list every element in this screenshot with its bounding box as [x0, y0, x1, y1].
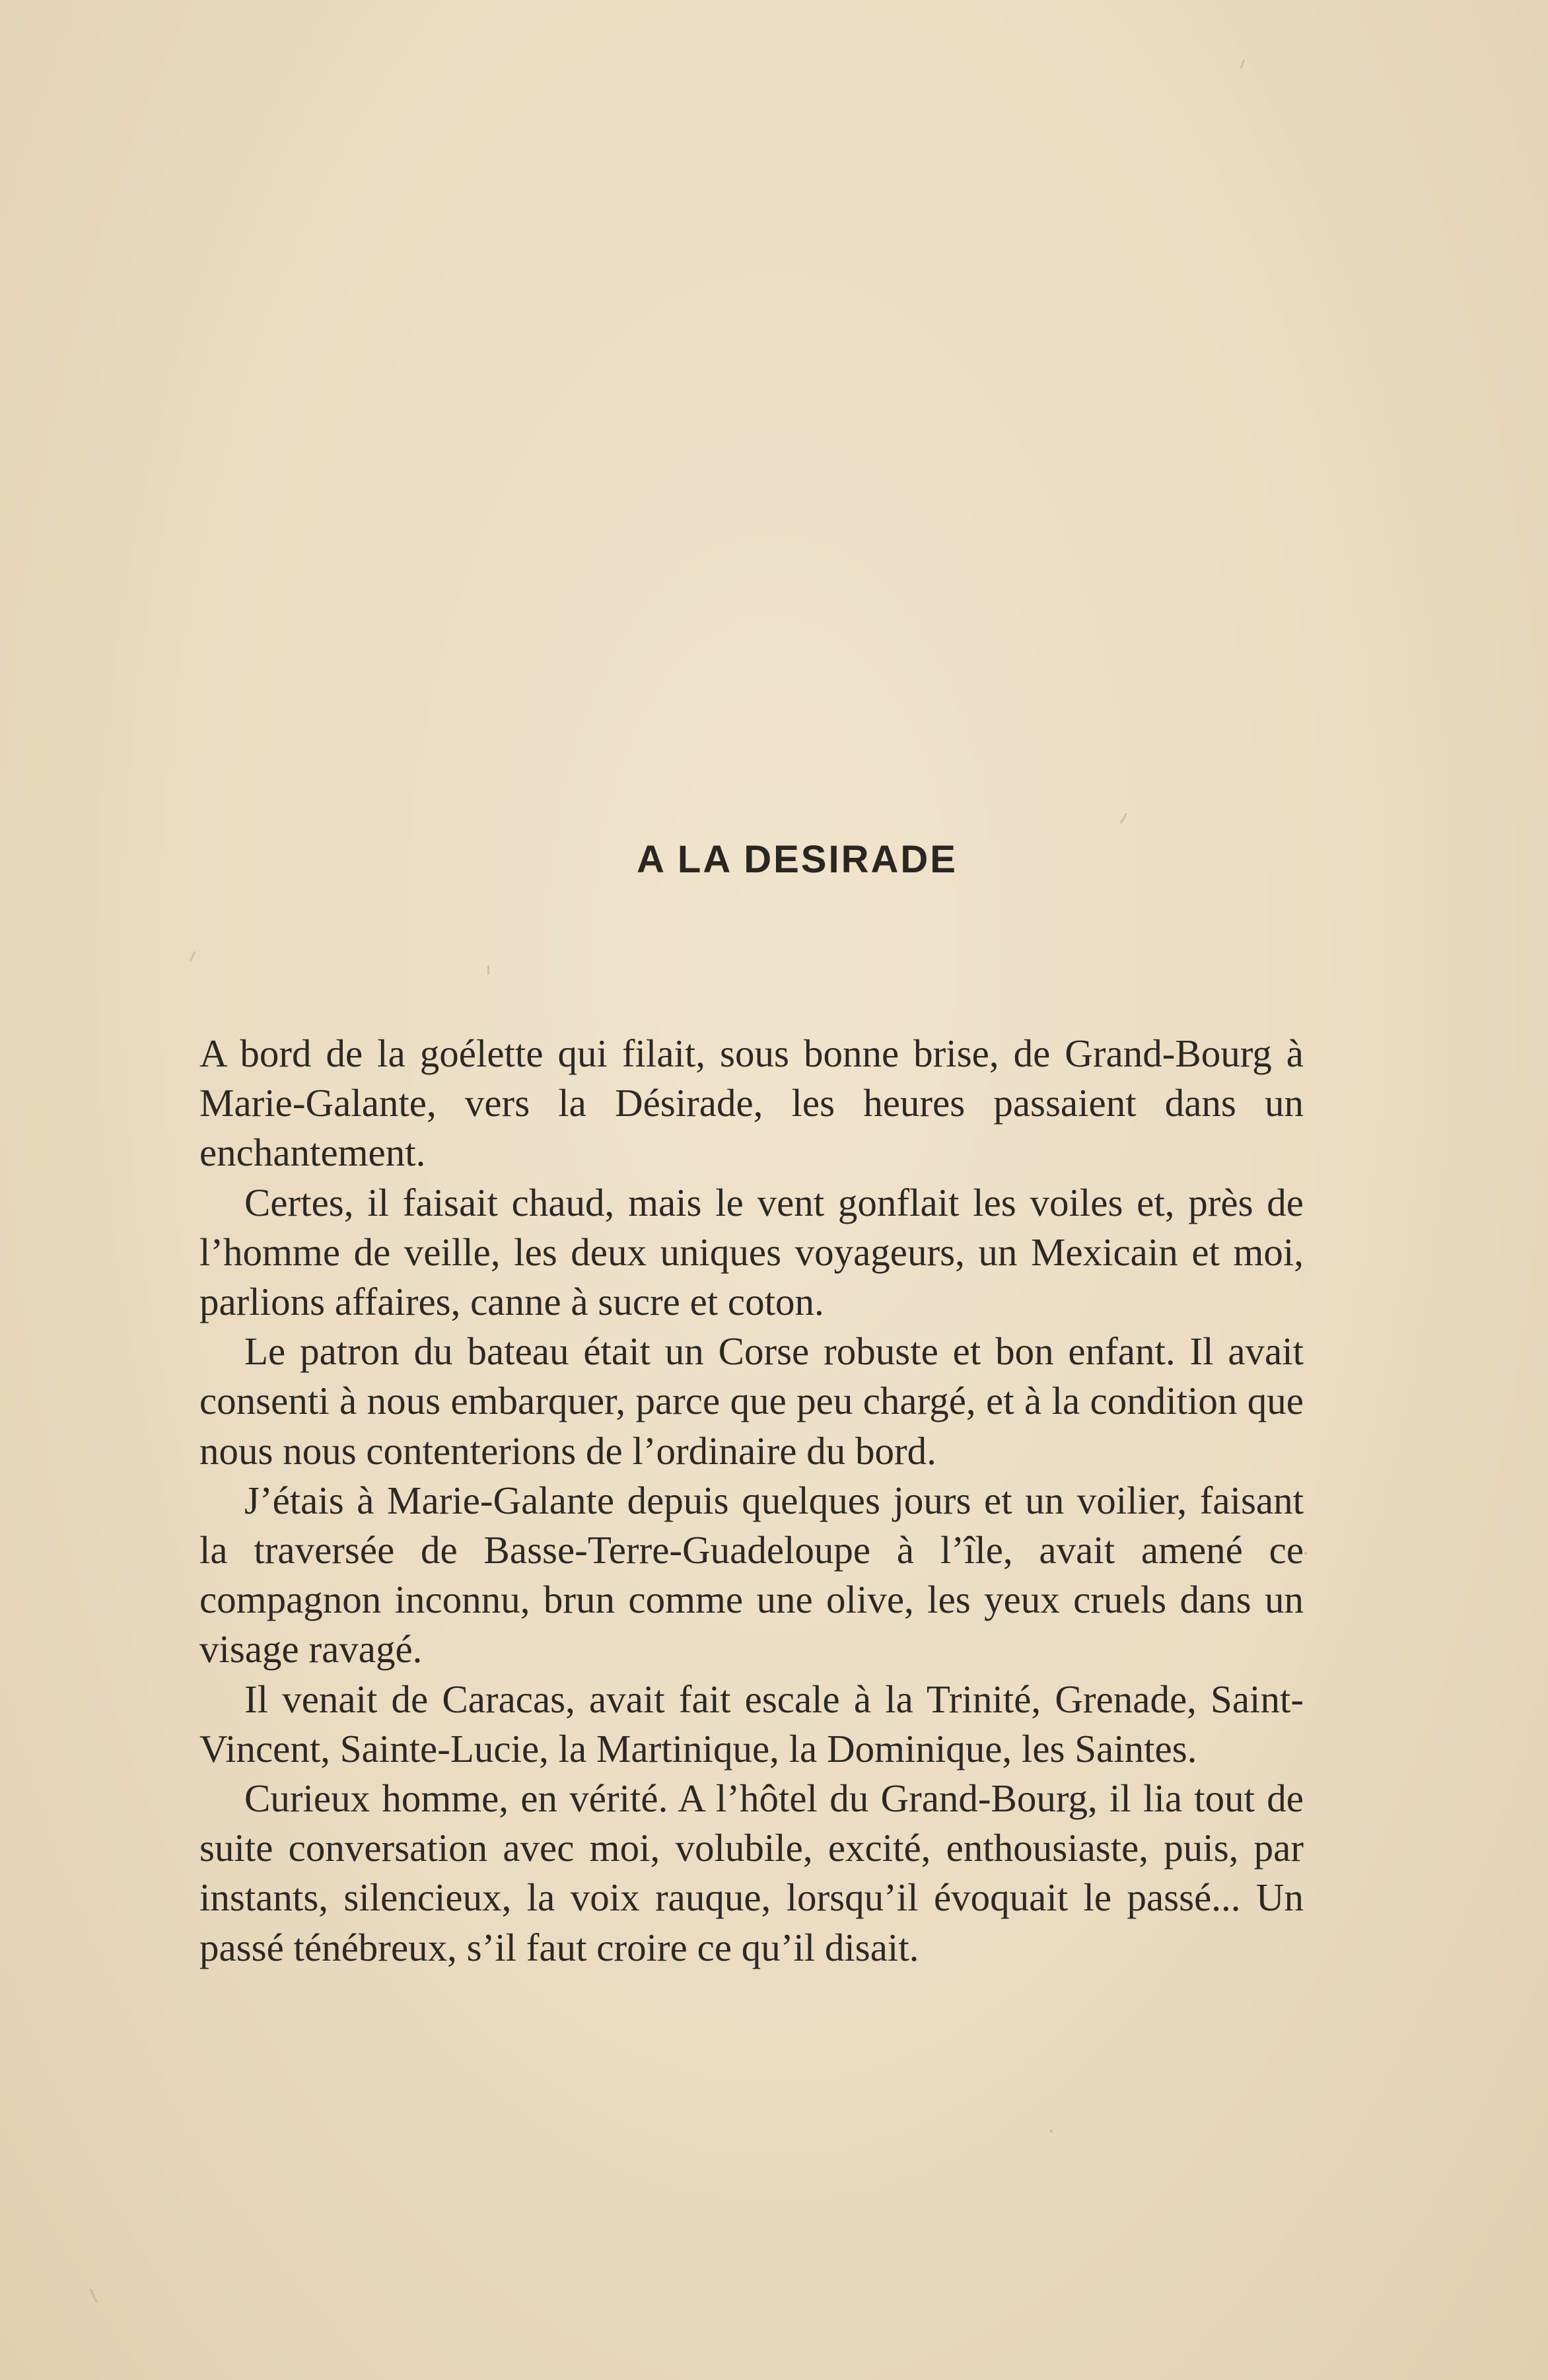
paper-speck: [1304, 1552, 1307, 1555]
paper-speck: [190, 951, 195, 962]
paragraph: J’étais à Marie-Galante depuis quelques jours et un voilier, faisant la traversée de Basse-Terre-Guadeloupe à l’île, avait amené ce compagnon inconnu, brun comme une olive, les yeux cruels dans un visage ravagé.: [199, 1478, 1304, 1671]
paper-speck: [1120, 812, 1128, 823]
chapter-title: A LA DESIRADE: [637, 838, 958, 881]
paper-speck: [1050, 2130, 1053, 2132]
paper-speck: [89, 2288, 97, 2302]
paragraph: Curieux homme, en vérité. A l’hôtel du Grand-Bourg, il lia tout de suite conversation avec moi, volubile, excité, enthousiaste, puis, par instants, silencieux, la voix rauque, lorsqu’il évoquait le passé... Un passé ténébreux, s’il faut croire ce qu’il disait.: [199, 1776, 1304, 1969]
paragraph: Le patron du bateau était un Corse robuste et bon enfant. Il avait consenti à nous embarquer, parce que peu chargé, et à la condition que nous nous contenterions de l’ordinaire du bord.: [199, 1329, 1304, 1473]
paper-speck: [487, 965, 489, 975]
paragraph: Certes, il faisait chaud, mais le vent gonflait les voiles et, près de l’homme de veille, les deux uniques voyageurs, un Mexicain et moi, parlions affaires, canne à sucre et coton.: [199, 1180, 1304, 1324]
paper-speck: [1240, 59, 1246, 69]
chapter-body: [199, 1029, 1304, 1973]
paragraph: A bord de la goélette qui filait, sous bonne brise, de Grand-Bourg à Marie-Galante, vers la Désirade, les heures passaient dans un enchantement.: [199, 1032, 1304, 1175]
paragraph: Il venait de Caracas, avait fait escale à la Trinité, Grenade, Saint-Vincent, Sainte-Lucie, la Martinique, la Dominique, les Saintes.: [199, 1677, 1304, 1770]
